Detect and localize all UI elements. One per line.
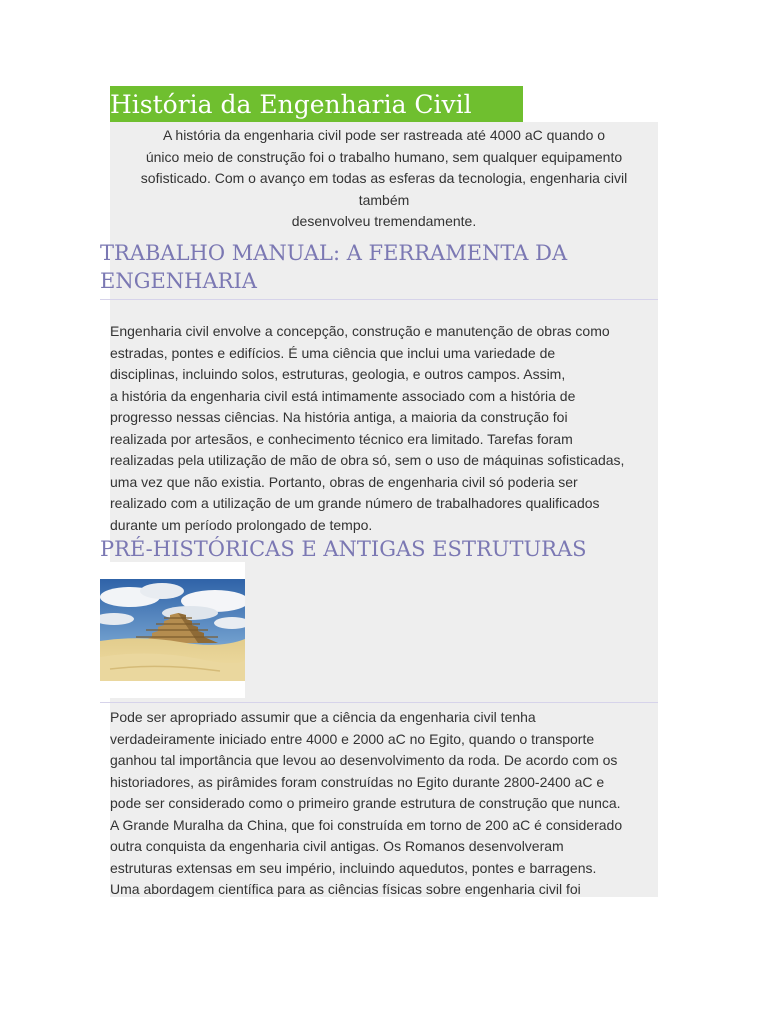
section-paragraph-manual-labor — [110, 321, 660, 536]
intro-line: também — [358, 191, 410, 208]
paragraph-line: Uma abordagem científica para as ciências físicas sobre engenharia civil foi — [110, 881, 581, 897]
intro-line: A história da engenharia civil pode ser rastreada até 4000 aC quando o — [162, 127, 606, 143]
pyramid-image — [100, 579, 245, 681]
paragraph-line: disciplinas, incluindo solos, estruturas, geologia, e outros campos. Assim, — [110, 366, 566, 382]
page-title: História da Engenharia Civil — [110, 90, 472, 119]
intro-paragraph — [116, 125, 652, 233]
paragraph-line: durante um período prolongado de tempo. — [110, 516, 373, 533]
paragraph-line: estruturas extensas em seu império, incluindo aquedutos, pontes e barragens. — [110, 859, 597, 876]
paragraph-line: realizada por artesãos, e conhecimento técnico era limitado. Tarefas foram — [110, 430, 573, 447]
paragraph-line: a história da engenharia civil está intimamente associado com a história de — [110, 387, 576, 404]
paragraph-line: verdadeiramente iniciado entre 4000 e 2000 aC no Egito, quando o transporte — [110, 730, 595, 747]
section-heading-ancient-structures: PRÉ-HISTÓRICAS E ANTIGAS ESTRUTURAS — [100, 537, 587, 561]
heading-line: TRABALHO MANUAL: A FERRAMENTA DA — [100, 241, 568, 265]
heading-line: ENGENHARIA — [100, 269, 257, 293]
section-paragraph-ancient-structures — [110, 707, 660, 901]
paragraph-line: A Grande Muralha da China, que foi construída em torno de 200 aC é considerado — [110, 816, 623, 833]
paragraph-line: progresso nessas ciências. Na história antiga, a maioria da construção foi — [110, 409, 568, 425]
paragraph-line: Engenharia civil envolve a concepção, construção e manutenção de obras como — [110, 323, 610, 339]
intro-line: único meio de construção foi o trabalho humano, sem qualquer equipamento — [145, 148, 623, 165]
paragraph-line: ganhou tal importância que levou ao desenvolvimento da roda. De acordo com os — [110, 752, 618, 768]
paragraph-line: Pode ser apropriado assumir que a ciência da engenharia civil tenha — [110, 709, 536, 725]
paragraph-line: realizado com a utilização de um grande número de trabalhadores qualificados — [110, 495, 600, 511]
section-divider — [100, 299, 658, 300]
paragraph-line: outra conquista da engenharia civil antigas. Os Romanos desenvolveram — [110, 838, 564, 854]
section-heading-manual-labor — [100, 239, 567, 295]
intro-line: sofisticado. Com o avanço em todas as esferas da tecnologia, engenharia civil — [140, 170, 628, 186]
paragraph-line: pode ser considerado como o primeiro grande estrutura de construção que nunca. — [110, 795, 621, 811]
paragraph-line: historiadores, as pirâmides foram construídas no Egito durante 2800-2400 aC e — [110, 773, 605, 790]
paragraph-line: estradas, pontes e edifícios. É uma ciência que inclui uma variedade de — [110, 344, 556, 361]
intro-line: desenvolveu tremendamente. — [291, 213, 477, 229]
paragraph-line: realizadas pela utilização de mão de obra só, sem o uso de máquinas sofisticadas, — [110, 452, 625, 468]
paragraph-line: uma vez que não existia. Portanto, obras de engenharia civil só poderia ser — [110, 473, 578, 490]
section-divider — [100, 702, 658, 703]
